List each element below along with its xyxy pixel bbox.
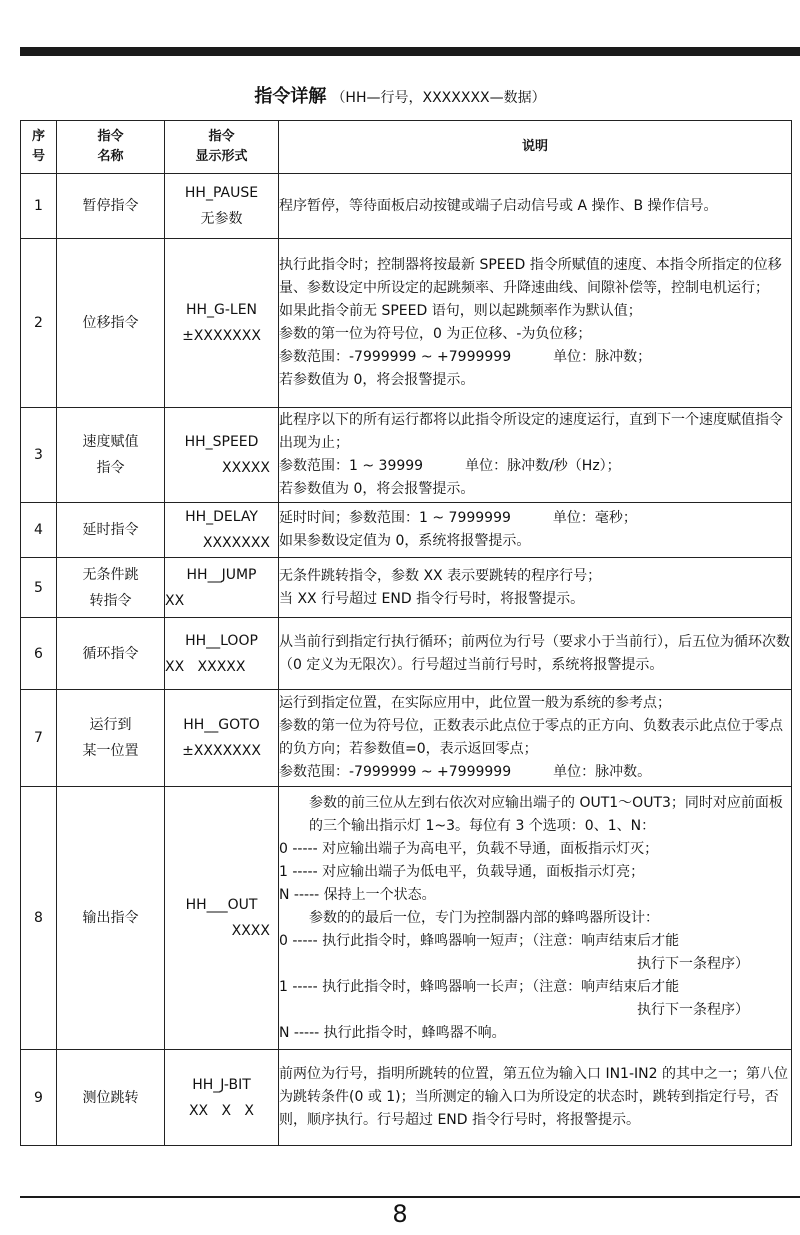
desc-range: 参数范围：-7999999 ~ +7999999 bbox=[279, 349, 512, 365]
title-main: 指令详解 bbox=[254, 86, 327, 107]
table-row bbox=[21, 239, 792, 408]
desc-line: 程序暂停，等待面板启动按键或端子启动信号或 A 操作、B 操作信号。 bbox=[279, 197, 718, 214]
command-display bbox=[165, 503, 279, 558]
header-no-line2: 号 bbox=[31, 149, 45, 164]
desc-line: 参数的第一位为符号位，0 为正位移、-为负位移； bbox=[279, 326, 592, 342]
command-name bbox=[57, 408, 165, 503]
desc-line: 1 ----- 对应输出端子为低电平，负载导通，面板指示灯亮； bbox=[279, 863, 645, 880]
desc-line: 1 ----- 执行此指令时，蜂鸣器响一长声；（注意：响声结束后才能 bbox=[279, 978, 680, 995]
header-display-line1: 指令 bbox=[208, 129, 235, 144]
table-row bbox=[21, 503, 792, 558]
command-name bbox=[57, 1050, 165, 1146]
desc-line: 若参数值为 0，将会报警提示。 bbox=[279, 372, 475, 388]
desc-line: 如果此指令前无 SPEED 语句，则以起跳频率作为默认值； bbox=[279, 303, 642, 319]
desc-unit: 单位：毫秒； bbox=[552, 510, 637, 526]
row-number: 1 bbox=[21, 174, 57, 239]
desc-line: 参数的前三位从左到右依次对应输出端子的 OUT1～OUT3；同时对应前面板的三个输出指示灯 1~3。每位有 3 个选项：0、1、N： bbox=[309, 794, 783, 834]
command-display bbox=[165, 558, 279, 618]
table-header-row bbox=[21, 121, 792, 174]
command-description bbox=[279, 1050, 792, 1146]
desc-line: 如果参数设定值为 0，系统将报警提示。 bbox=[279, 533, 531, 549]
desc-line bbox=[279, 455, 791, 478]
command-name bbox=[57, 690, 165, 787]
row-number: 3 bbox=[21, 408, 57, 503]
command-name-line: 运行到 bbox=[89, 717, 132, 733]
header-description: 说明 bbox=[279, 121, 792, 174]
display-param: XXXX bbox=[231, 923, 270, 939]
display-param: ±XXXXXXX bbox=[182, 328, 261, 344]
command-name-line: 测位跳转 bbox=[82, 1089, 139, 1106]
command-name-line: 某一位置 bbox=[82, 743, 139, 759]
desc-line: 参数的第一位为符号位，正数表示此点位于零点的正方向、负数表示此点位于零点的负方向；若参数值=0，表示返回零点； bbox=[279, 718, 783, 757]
command-name bbox=[57, 174, 165, 239]
command-display bbox=[165, 174, 279, 239]
header-name bbox=[57, 121, 165, 174]
footer-rule bbox=[20, 1196, 800, 1198]
display-code: HH_PAUSE bbox=[184, 185, 259, 201]
command-name-line: 暂停指令 bbox=[82, 198, 139, 214]
desc-line: 前两位为行号，指明所跳转的位置，第五位为输入口 IN1-IN2 的其中之一；第八位为跳转条件(0 或 1)；当所测定的输入口为所设定的状态时，跳转到指定行号，否则，顺序执行。行号超过 END 指令行号时，将报警提示。 bbox=[279, 1066, 788, 1128]
row-number: 7 bbox=[21, 690, 57, 787]
display-param: XX X X bbox=[188, 1102, 255, 1119]
command-table bbox=[20, 120, 792, 1146]
row-number: 5 bbox=[21, 558, 57, 618]
desc-range: 参数范围：-7999999 ~ +7999999 bbox=[279, 764, 512, 780]
row-number: 6 bbox=[21, 618, 57, 690]
command-display bbox=[165, 1050, 279, 1146]
desc-line bbox=[279, 761, 791, 784]
command-description bbox=[279, 239, 792, 408]
display-code: HH___OUT bbox=[185, 897, 258, 913]
desc-line bbox=[279, 507, 791, 530]
desc-line: 执行下一条程序） bbox=[637, 1001, 749, 1018]
header-no-line1: 序 bbox=[31, 129, 45, 144]
desc-line: 无条件跳转指令，参数 XX 表示要跳转的程序行号； bbox=[279, 567, 602, 584]
command-name-line: 转指令 bbox=[89, 592, 132, 609]
header-display bbox=[165, 121, 279, 174]
header-no bbox=[21, 121, 57, 174]
desc-line: 此程序以下的所有运行都将以此指令所设定的速度运行，直到下一个速度赋值指令出现为止； bbox=[279, 412, 783, 451]
command-name bbox=[57, 618, 165, 690]
desc-line: 参数的的最后一位，专门为控制器内部的蜂鸣器所设计： bbox=[309, 909, 659, 926]
desc-line: 运行到指定位置，在实际应用中，此位置一般为系统的参考点； bbox=[279, 695, 671, 711]
desc-unit: 单位：脉冲数/秒（Hz）； bbox=[465, 458, 621, 474]
row-number: 4 bbox=[21, 503, 57, 558]
row-number: 2 bbox=[21, 239, 57, 408]
command-description bbox=[279, 618, 792, 690]
desc-line: 若参数值为 0，将会报警提示。 bbox=[279, 481, 475, 497]
command-description bbox=[279, 503, 792, 558]
display-param: 无参数 bbox=[200, 211, 243, 227]
table-row bbox=[21, 787, 792, 1050]
command-description bbox=[279, 690, 792, 787]
page-number: 8 bbox=[392, 1200, 408, 1228]
command-name-line: 指令 bbox=[96, 460, 125, 476]
command-name-line: 位移指令 bbox=[82, 315, 139, 331]
command-description bbox=[279, 174, 792, 239]
display-param: XX bbox=[165, 592, 185, 609]
display-param: XXXXX bbox=[222, 460, 270, 476]
table-row bbox=[21, 174, 792, 239]
command-name bbox=[57, 503, 165, 558]
command-display bbox=[165, 690, 279, 787]
desc-unit: 单位：脉冲数； bbox=[553, 349, 652, 365]
title-note: （HH—行号，XXXXXXX—数据） bbox=[331, 90, 546, 106]
display-code: HH_SPEED bbox=[184, 434, 259, 450]
header-name-line2: 名称 bbox=[97, 149, 124, 164]
command-name-line: 输出指令 bbox=[82, 910, 139, 926]
desc-unit: 单位：脉冲数。 bbox=[553, 764, 652, 780]
command-display bbox=[165, 618, 279, 690]
desc-line: N ----- 执行此指令时，蜂鸣器不响。 bbox=[279, 1024, 506, 1041]
desc-line: 0 ----- 对应输出端子为高电平，负载不导通，面板指示灯灭； bbox=[279, 840, 659, 857]
display-param: XX XXXXX bbox=[165, 658, 246, 675]
desc-line: N ----- 保持上一个状态。 bbox=[279, 886, 436, 903]
table-row bbox=[21, 618, 792, 690]
desc-line: 执行此指令时；控制器将按最新 SPEED 指令所赋值的速度、本指令所指定的位移量、参数设定中所设定的起跳频率、升降速曲线、间隙补偿等，控制电机运行； bbox=[279, 257, 782, 296]
command-description bbox=[279, 787, 792, 1050]
row-number: 9 bbox=[21, 1050, 57, 1146]
display-code: HH__GOTO bbox=[183, 717, 260, 733]
display-param: XXXXXXX bbox=[202, 535, 270, 551]
display-code: HH__JUMP bbox=[186, 566, 257, 583]
display-code: HH_DELAY bbox=[185, 509, 258, 525]
command-name bbox=[57, 558, 165, 618]
display-param: ±XXXXXXX bbox=[182, 743, 261, 759]
desc-line: 当 XX 行号超过 END 指令行号时，将报警提示。 bbox=[279, 590, 585, 607]
display-code: HH__LOOP bbox=[185, 632, 258, 649]
command-display bbox=[165, 239, 279, 408]
table-row bbox=[21, 408, 792, 503]
command-description bbox=[279, 558, 792, 618]
page-title bbox=[0, 86, 800, 109]
command-display bbox=[165, 787, 279, 1050]
table-row bbox=[21, 1050, 792, 1146]
display-code: HH_G-LEN bbox=[185, 302, 258, 318]
command-name-line: 循环指令 bbox=[82, 645, 139, 662]
row-number: 8 bbox=[21, 787, 57, 1050]
command-name-line: 无条件跳 bbox=[82, 566, 139, 583]
table-row bbox=[21, 690, 792, 787]
desc-line bbox=[279, 346, 791, 369]
desc-line: 执行下一条程序） bbox=[637, 955, 749, 972]
desc-line: 从当前行到指定行执行循环；前两位为行号（要求小于当前行），后五位为循环次数（0 定义为无限次）。行号超过当前行号时，系统将报警提示。 bbox=[279, 633, 790, 673]
desc-range: 参数范围：1 ~ 39999 bbox=[279, 458, 424, 474]
header-rule bbox=[20, 47, 800, 56]
header-name-line1: 指令 bbox=[97, 129, 124, 144]
command-description bbox=[279, 408, 792, 503]
table-row bbox=[21, 558, 792, 618]
header-display-line2: 显示形式 bbox=[195, 149, 248, 164]
desc-line: 0 ----- 执行此指令时，蜂鸣器响一短声；（注意：响声结束后才能 bbox=[279, 932, 680, 949]
command-name bbox=[57, 239, 165, 408]
desc-range: 延时时间；参数范围：1 ~ 7999999 bbox=[279, 510, 511, 526]
display-code: HH_J-BIT bbox=[192, 1076, 251, 1093]
command-display bbox=[165, 408, 279, 503]
command-name-line: 延时指令 bbox=[82, 522, 139, 538]
command-name-line: 速度赋值 bbox=[82, 434, 139, 450]
command-name bbox=[57, 787, 165, 1050]
